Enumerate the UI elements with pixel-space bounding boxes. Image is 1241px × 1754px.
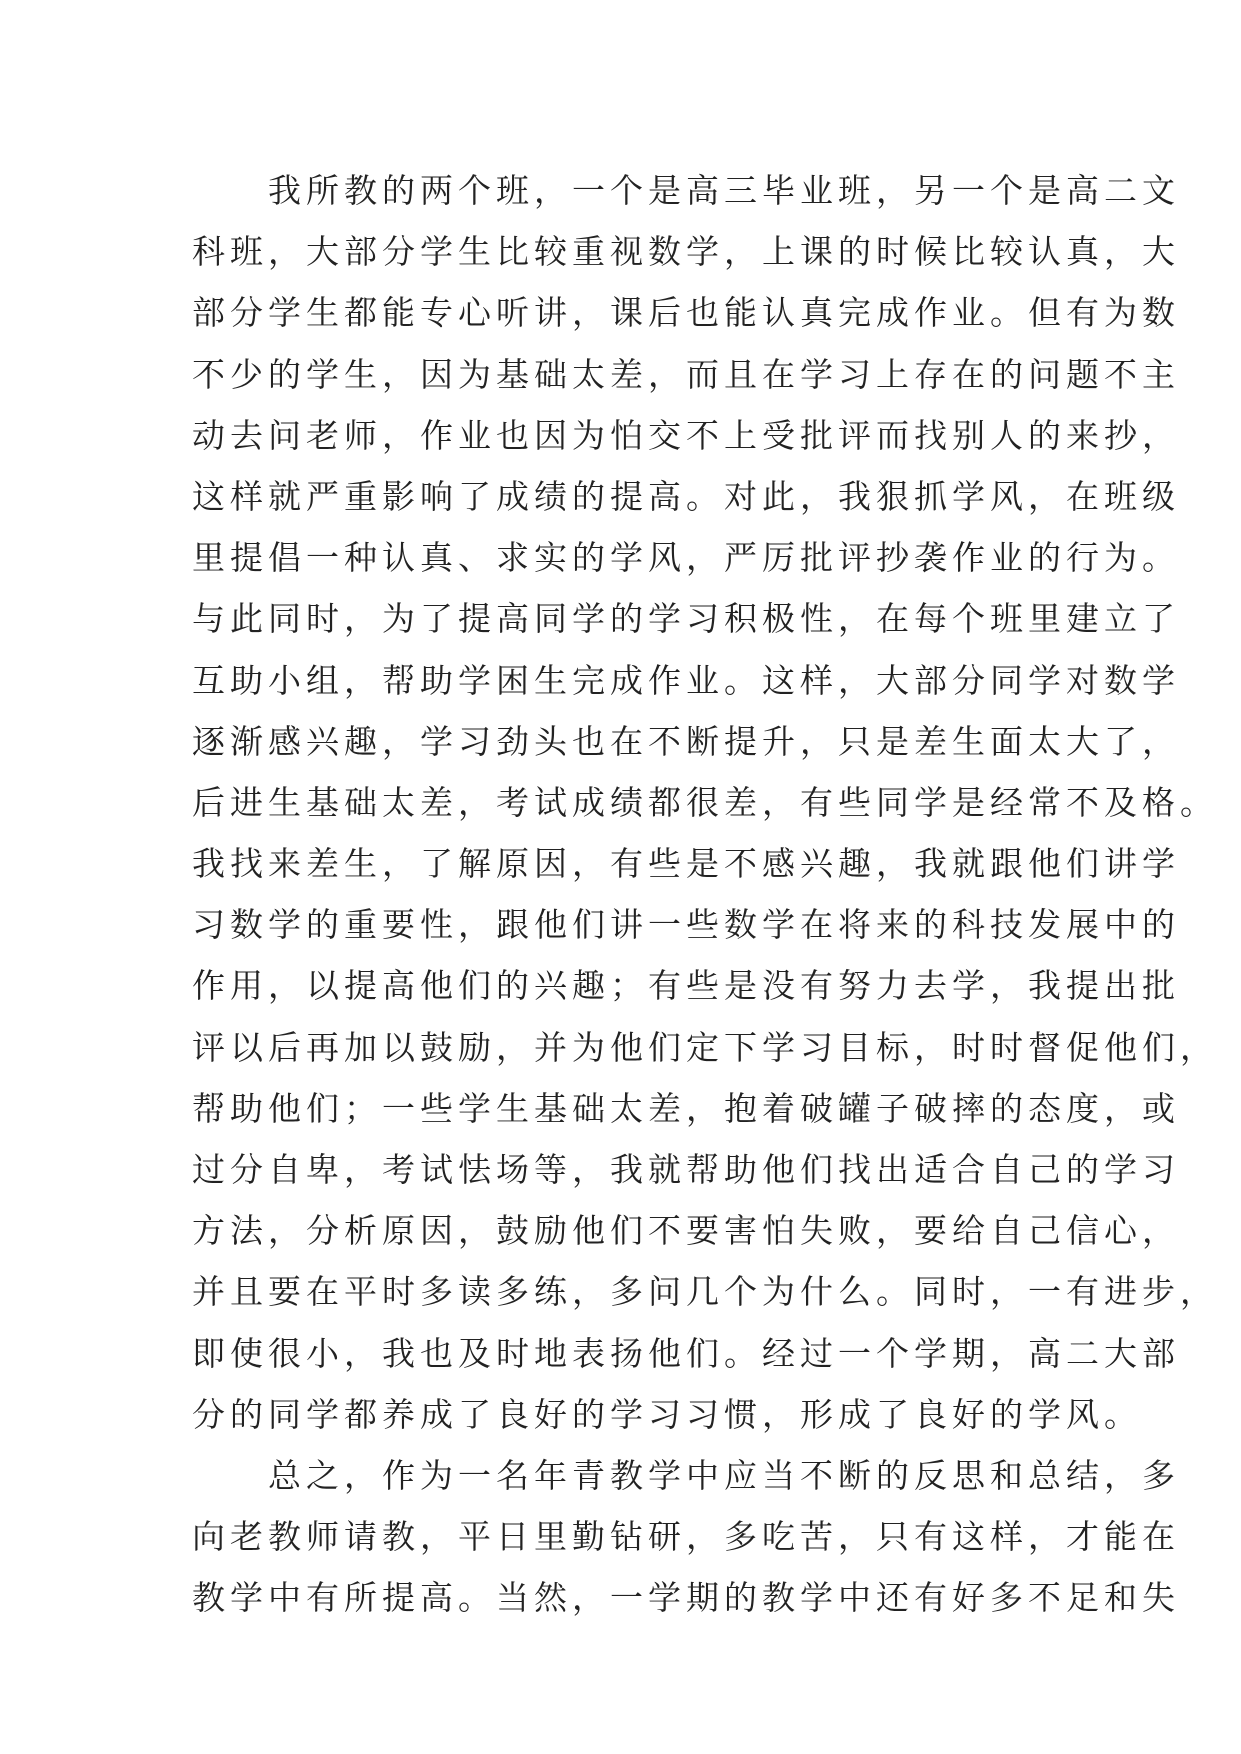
paragraph-1: [192, 160, 1218, 1445]
text-line: 逐渐感兴趣，学习劲头也在不断提升，只是差生面太大了，: [192, 721, 1180, 761]
text-line: 帮助他们；一些学生基础太差，抱着破罐子破摔的态度，或: [192, 1088, 1180, 1128]
text-line: 评以后再加以鼓励，并为他们定下学习目标，时时督促他们，: [192, 1027, 1218, 1067]
text-line: 并且要在平时多读多练，多问几个为什么。同时，一有进步，: [192, 1272, 1218, 1312]
text-line: 习数学的重要性，跟他们讲一些数学在将来的科技发展中的: [192, 905, 1180, 945]
text-line: 科班，大部分学生比较重视数学，上课的时候比较认真，大: [192, 232, 1180, 272]
text-line: 即使很小，我也及时地表扬他们。经过一个学期，高二大部: [192, 1333, 1180, 1373]
text-line: 分的同学都养成了良好的学习习惯，形成了良好的学风。: [192, 1394, 1142, 1434]
text-line: 教学中有所提高。当然，一学期的教学中还有好多不足和失: [192, 1578, 1180, 1618]
paragraph-2: [192, 1445, 1180, 1629]
text-line: 总之，作为一名年青教学中应当不断的反思和总结，多: [268, 1455, 1180, 1495]
text-line: 方法，分析原因，鼓励他们不要害怕失败，要给自己信心，: [192, 1211, 1180, 1251]
text-line: 这样就严重影响了成绩的提高。对此，我狠抓学风，在班级: [192, 476, 1180, 516]
text-line: 向老教师请教，平日里勤钻研，多吃苦，只有这样，才能在: [192, 1517, 1180, 1557]
text-line: 部分学生都能专心听讲，课后也能认真完成作业。但有为数: [192, 293, 1180, 333]
text-line: 作用，以提高他们的兴趣；有些是没有努力去学，我提出批: [192, 966, 1180, 1006]
text-line: 与此同时，为了提高同学的学习积极性，在每个班里建立了: [192, 599, 1180, 639]
text-line: 过分自卑，考试怯场等，我就帮助他们找出适合自己的学习: [192, 1150, 1180, 1189]
text-line: 后进生基础太差，考试成绩都很差，有些同学是经常不及格。: [192, 782, 1218, 822]
text-line: 我找来差生，了解原因，有些是不感兴趣，我就跟他们讲学: [192, 844, 1180, 884]
text-line: 我所教的两个班，一个是高三毕业班，另一个是高二文: [268, 171, 1180, 210]
body-text: [192, 160, 1218, 1629]
text-line: 不少的学生，因为基础太差，而且在学习上存在的问题不主: [192, 354, 1180, 394]
text-line: 里提倡一种认真、求实的学风，严厉批评抄袭作业的行为。: [192, 538, 1180, 578]
text-line: 动去问老师，作业也因为怕交不上受批评而找别人的来抄，: [192, 415, 1180, 455]
text-line: 互助小组，帮助学困生完成作业。这样，大部分同学对数学: [192, 660, 1180, 700]
